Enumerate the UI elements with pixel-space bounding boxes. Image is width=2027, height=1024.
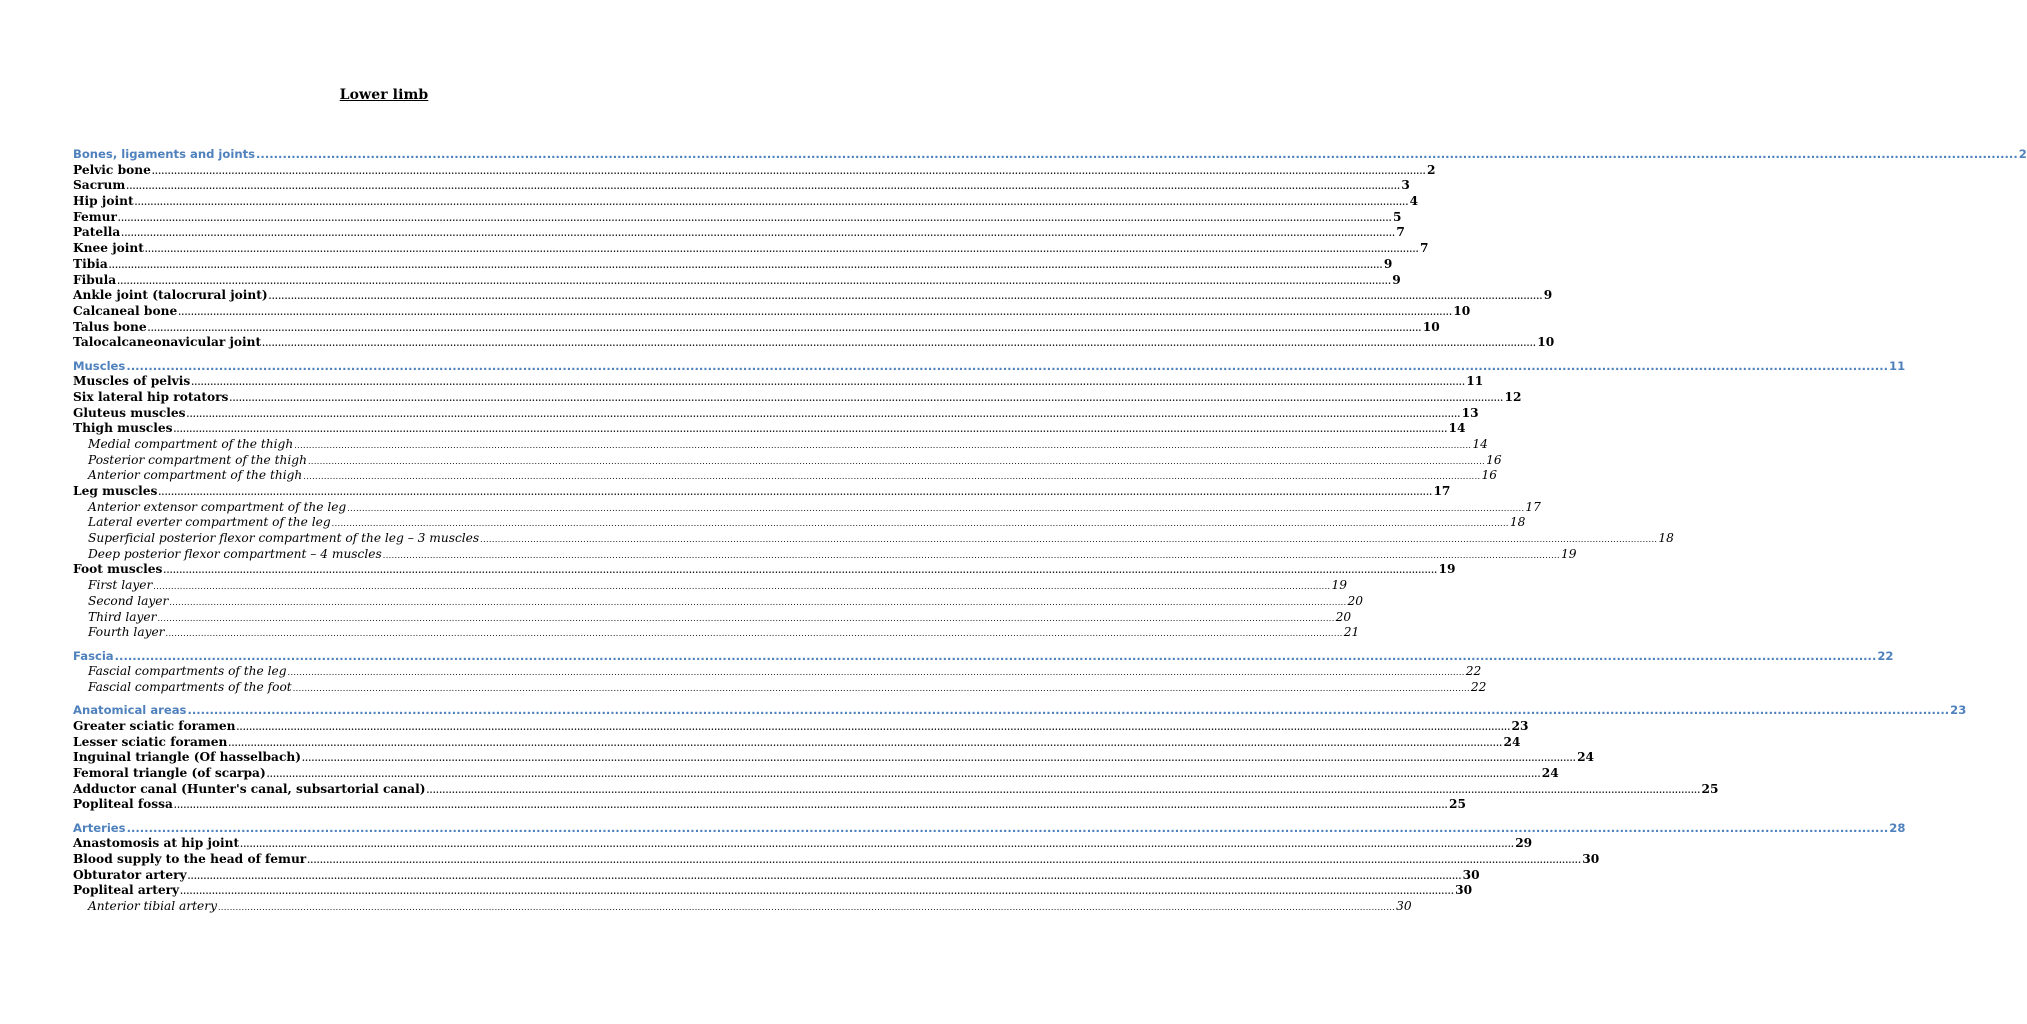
toc-page-number: 22 [1470,679,1487,694]
leader-dots: ................................................................................................................................................................................................................................................................................................................................................................................................................ [347,503,1525,513]
leader-dots: ................................................................................................................................................................................................................................................................................................................................................................................................................ [287,668,1465,678]
leader-dots: ................................................................................................................................................................................................................................................................................................................................................................................................................ [151,165,1426,176]
toc-page-number: 16 [1486,452,1502,467]
toc-entry-label: Anterior tibial artery [88,899,217,913]
toc-entry[interactable] [73,750,1595,766]
leader-dots: ................................................................................................................................................................................................................................................................................................................................................................................................................ [480,535,1658,545]
leader-dots: ................................................................................................................................................................................................................................................................................................................................................................................................................ [173,800,1448,811]
toc-heading[interactable] [73,147,2027,163]
toc-entry-label: Calcaneal bone [73,303,178,318]
toc-page-number: 3 [1401,178,1410,193]
toc-page-number: 29 [1515,836,1533,851]
toc-page-number: 24 [1503,734,1521,749]
toc-page-number: 23 [1511,718,1529,733]
toc-page-number: 7 [1419,241,1429,256]
leader-dots: ................................................................................................................................................................................................................................................................................................................................................................................................................ [294,440,1472,450]
toc-page-number: 22 [1465,664,1482,679]
toc-heading[interactable] [73,358,1906,375]
toc-entry-label: Thigh muscles [73,421,173,436]
toc-subentry[interactable] [73,578,1347,594]
leader-dots: ................................................................................................................................................................................................................................................................................................................................................................................................................ [180,886,1455,897]
leader-dots: ................................................................................................................................................................................................................................................................................................................................................................................................................ [240,839,1515,850]
toc-entry-label: Posterior compartment of the thigh [88,452,307,467]
toc-entry-label: Fascial compartments of the foot [88,679,292,694]
leader-dots: ................................................................................................................................................................................................................................................................................................................................................................................................................ [114,648,1877,663]
toc-entry-label: Obturator artery [73,867,187,882]
toc-entry-label: Greater sciatic foramen [73,718,236,733]
toc-entry-label: Pelvic bone [73,162,151,177]
toc-entry[interactable] [73,303,1471,320]
toc-page-number: 9 [1383,256,1393,271]
leader-dots: ................................................................................................................................................................................................................................................................................................................................................................................................................ [134,197,1409,208]
leader-dots: ................................................................................................................................................................................................................................................................................................................................................................................................................ [266,768,1541,779]
toc-page-number: 21 [1343,625,1360,640]
leader-dots: ................................................................................................................................................................................................................................................................................................................................................................................................................ [121,228,1396,239]
leader-dots: ................................................................................................................................................................................................................................................................................................................................................................................................................ [173,424,1448,435]
leader-dots: ................................................................................................................................................................................................................................................................................................................................................................................................................ [117,275,1392,286]
leader-dots: ................................................................................................................................................................................................................................................................................................................................................................................................................ [331,519,1509,529]
toc-entry[interactable] [73,421,1466,437]
toc-entry-label: Hip joint [73,194,134,209]
leader-dots: ................................................................................................................................................................................................................................................................................................................................................................................................................ [229,392,1504,403]
toc-page-number: 14 [1472,436,1488,451]
leader-dots: ................................................................................................................................................................................................................................................................................................................................................................................................................ [157,613,1335,623]
leader-dots: ................................................................................................................................................................................................................................................................................................................................................................................................................ [303,472,1481,482]
toc-page-number: 13 [1461,405,1479,420]
leader-dots: ................................................................................................................................................................................................................................................................................................................................................................................................................ [426,784,1701,795]
toc-entry[interactable] [73,718,1529,735]
toc-page-number: 23 [1950,703,1967,718]
leader-dots: ................................................................................................................................................................................................................................................................................................................................................................................................................ [217,903,1396,912]
toc-entry[interactable] [73,851,1600,868]
toc-heading-label: Bones, ligaments and joints [73,147,256,161]
toc-entry-label: Anterior extensor compartment of the leg [88,499,347,514]
toc-entry[interactable] [73,867,1480,884]
toc-subentry[interactable] [73,625,1360,641]
toc-entry-label: Fibula [73,272,117,287]
leader-dots: ................................................................................................................................................................................................................................................................................................................................................................................................................ [165,629,1343,639]
toc-entry-label: Fascial compartments of the leg [88,664,287,679]
toc-heading[interactable] [73,648,1894,665]
toc-entry[interactable] [73,883,1473,899]
toc-page-number: 19 [1331,578,1347,593]
toc-entry[interactable] [73,241,1429,257]
toc-page-number: 12 [1504,389,1522,404]
toc-entry[interactable] [73,734,1521,751]
leader-dots: ................................................................................................................................................................................................................................................................................................................................................................................................................ [307,854,1582,865]
leader-dots: ................................................................................................................................................................................................................................................................................................................................................................................................................ [228,737,1503,748]
leader-dots: ................................................................................................................................................................................................................................................................................................................................................................................................................ [292,683,1470,693]
toc-entry-label: Talus bone [73,319,147,334]
toc-heading[interactable] [73,820,1906,837]
leader-dots: ................................................................................................................................................................................................................................................................................................................................................................................................................ [382,550,1560,560]
toc-entry-label: Six lateral hip rotators [73,389,229,404]
toc-entry[interactable] [73,288,1553,304]
leader-dots: ................................................................................................................................................................................................................................................................................................................................................................................................................ [191,377,1466,388]
toc-subentry[interactable] [73,499,1541,516]
toc-entry-label: Inguinal triangle (Of hasselbach) [73,750,301,765]
toc-entry-label: Tibia [73,256,108,271]
toc-page-number: 9 [1543,288,1553,303]
toc-entry-label: Patella [73,225,121,240]
leader-dots: ................................................................................................................................................................................................................................................................................................................................................................................................................ [126,181,1401,192]
toc-entry-label: Knee joint [73,241,144,256]
toc-page-number: 7 [1396,225,1405,240]
toc-entry-label: Gluteus muscles [73,405,186,420]
toc-entry-label: Superficial posterior flexor compartment of the leg – 3 muscles [88,531,480,546]
toc-subentry[interactable] [73,436,1488,453]
toc-entry[interactable] [73,374,1484,390]
toc-entry-label: Second layer [88,593,169,608]
toc-entry-label: Leg muscles [73,484,158,499]
toc-page-number: 2 [2018,147,2027,161]
toc-subentry[interactable] [73,679,1487,696]
toc-entry-label: Medial compartment of the thigh [88,436,294,451]
toc-entry-label: Anastomosis at hip joint [73,836,240,851]
toc-page-number: 30 [1396,899,1412,913]
toc-subentry[interactable] [73,531,1674,547]
toc-entry-label: Adductor canal (Hunter's canal, subsartorial canal) [73,781,426,796]
toc-entry[interactable] [73,209,1402,226]
toc-subentry[interactable] [73,452,1502,469]
toc-entry-label: Blood supply to the head of femur [73,851,307,866]
leader-dots: ................................................................................................................................................................................................................................................................................................................................................................................................................ [153,582,1331,592]
toc-entry[interactable] [73,781,1719,798]
leader-dots: ................................................................................................................................................................................................................................................................................................................................................................................................................ [262,338,1537,349]
leader-dots: ................................................................................................................................................................................................................................................................................................................................................................................................................ [126,358,1889,373]
toc-page-number: 10 [1537,335,1555,350]
toc-page-number: 30 [1455,883,1473,898]
toc-page-number: 19 [1560,546,1577,561]
toc-entry[interactable] [73,836,1533,852]
toc-entry-label: Femoral triangle (of scarpa) [73,765,266,780]
toc-page-number: 25 [1448,797,1466,812]
leader-dots: ................................................................................................................................................................................................................................................................................................................................................................................................................ [307,456,1486,466]
toc-heading-label: Muscles [73,358,126,373]
toc-entry-label: Muscles of pelvis [73,374,191,389]
leader-dots: ................................................................................................................................................................................................................................................................................................................................................................................................................ [178,306,1453,317]
leader-dots: ................................................................................................................................................................................................................................................................................................................................................................................................................ [187,870,1462,881]
toc-entry-label: Ankle joint (talocrural joint) [73,288,268,303]
toc-page-number: 25 [1701,781,1719,796]
toc-entry[interactable] [73,389,1522,406]
toc-page-number: 30 [1582,851,1600,866]
toc-page-number: 20 [1347,593,1364,608]
toc-entry-label: Deep posterior flexor compartment – 4 muscles [88,546,382,561]
toc-page-number: 30 [1462,867,1480,882]
toc-entry-label: Fourth layer [88,625,165,640]
toc-page-number: 22 [1877,648,1894,663]
table-of-contents [73,147,2027,915]
toc-entry[interactable] [73,194,1419,210]
leader-dots: ................................................................................................................................................................................................................................................................................................................................................................................................................ [147,322,1422,333]
toc-entry[interactable] [73,272,1401,289]
toc-page-number: 24 [1541,765,1559,780]
toc-subentry[interactable] [73,468,1497,484]
toc-entry-label: Femur [73,209,117,224]
toc-subentry[interactable] [73,609,1352,626]
toc-entry[interactable] [73,335,1555,351]
toc-entry[interactable] [73,562,1456,578]
toc-heading[interactable] [73,703,1967,719]
toc-page-number: 17 [1433,484,1451,499]
toc-page-number: 11 [1889,358,1906,373]
toc-page-number: 14 [1448,421,1466,436]
toc-page-number: 2 [1426,162,1436,177]
toc-entry-label: Talocalcaneonavicular joint [73,335,262,350]
toc-subentry[interactable] [73,899,1412,915]
toc-entry[interactable] [73,256,1393,273]
toc-page-number: 20 [1335,609,1352,624]
toc-entry-label: Popliteal artery [73,883,180,898]
toc-entry[interactable] [73,225,1405,241]
leader-dots: ................................................................................................................................................................................................................................................................................................................................................................................................................ [144,244,1419,255]
leader-dots: ................................................................................................................................................................................................................................................................................................................................................................................................................ [187,703,1950,718]
leader-dots: ................................................................................................................................................................................................................................................................................................................................................................................................................ [158,487,1433,498]
toc-page-number: 16 [1481,468,1497,483]
leader-dots: ................................................................................................................................................................................................................................................................................................................................................................................................................ [186,408,1461,419]
toc-entry[interactable] [73,765,1559,782]
toc-entry[interactable] [73,178,1410,194]
toc-heading-label: Fascia [73,648,114,663]
toc-entry[interactable] [73,405,1479,422]
leader-dots: ................................................................................................................................................................................................................................................................................................................................................................................................................ [268,291,1543,302]
leader-dots: ................................................................................................................................................................................................................................................................................................................................................................................................................ [256,147,2018,161]
leader-dots: ................................................................................................................................................................................................................................................................................................................................................................................................................ [169,597,1347,607]
toc-page-number: 5 [1392,209,1402,224]
toc-subentry[interactable] [73,546,1577,563]
toc-entry-label: First layer [88,578,153,593]
toc-entry-label: Third layer [88,609,157,624]
toc-entry[interactable] [73,319,1440,336]
toc-page-number: 11 [1466,374,1484,389]
toc-page-number: 28 [1889,820,1906,835]
toc-entry-label: Lesser sciatic foramen [73,734,228,749]
toc-entry-label: Lateral everter compartment of the leg [88,515,331,530]
toc-entry[interactable] [73,484,1451,500]
toc-heading-label: Arteries [73,820,126,835]
toc-page-number: 18 [1658,531,1674,546]
toc-page-number: 9 [1392,272,1401,287]
leader-dots: ................................................................................................................................................................................................................................................................................................................................................................................................................ [302,753,1577,764]
leader-dots: ................................................................................................................................................................................................................................................................................................................................................................................................................ [108,259,1383,270]
toc-page-number: 18 [1509,515,1526,530]
toc-entry-label: Anterior compartment of the thigh [88,468,303,483]
leader-dots: ................................................................................................................................................................................................................................................................................................................................................................................................................ [117,212,1392,223]
toc-entry-label: Foot muscles [73,562,163,577]
toc-entry-label: Sacrum [73,178,126,193]
toc-page-number: 17 [1525,499,1541,514]
toc-heading-label: Anatomical areas [73,703,187,718]
toc-entry[interactable] [73,797,1466,813]
toc-subentry[interactable] [73,664,1482,680]
toc-subentry[interactable] [73,515,1526,531]
document-title: Lower limb [339,87,429,103]
leader-dots: ................................................................................................................................................................................................................................................................................................................................................................................................................ [236,721,1511,732]
toc-page-number: 4 [1409,194,1419,209]
toc-subentry[interactable] [73,593,1364,610]
leader-dots: ................................................................................................................................................................................................................................................................................................................................................................................................................ [126,820,1889,835]
toc-page-number: 10 [1453,303,1471,318]
toc-page-number: 10 [1422,319,1440,334]
toc-entry[interactable] [73,162,1436,179]
toc-entry-label: Popliteal fossa [73,797,173,812]
toc-page-number: 19 [1438,562,1456,577]
toc-page-number: 24 [1577,750,1595,765]
leader-dots: ................................................................................................................................................................................................................................................................................................................................................................................................................ [163,565,1438,576]
